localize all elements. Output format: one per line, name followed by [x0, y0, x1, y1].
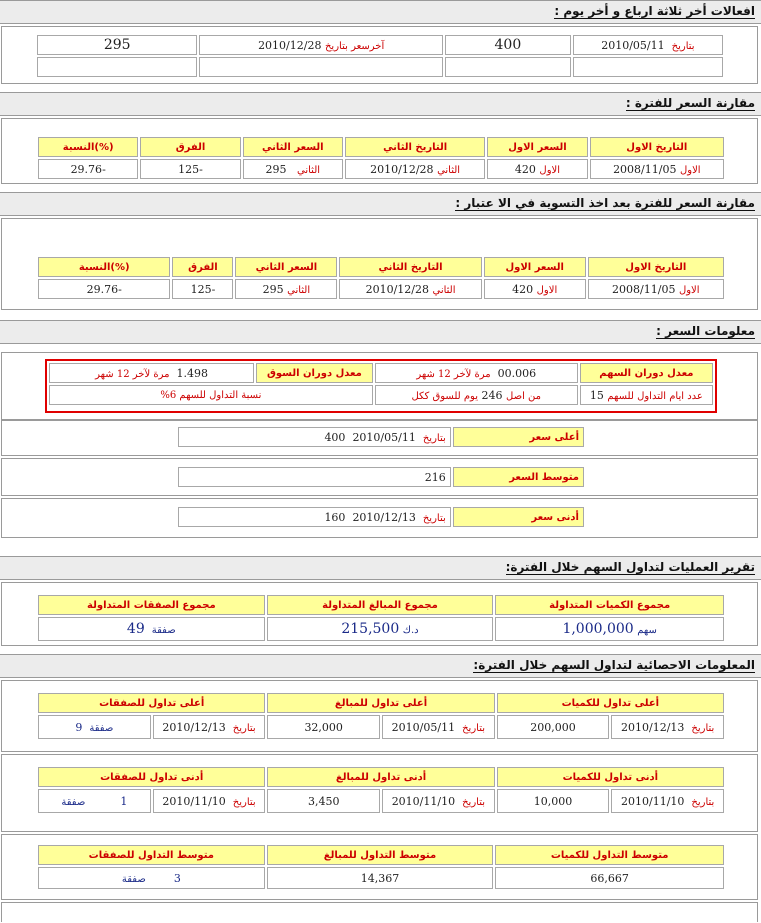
header-total-deals: مجموع الصفقات المتداولة	[38, 595, 265, 615]
high-price-label: أعلى سعر	[453, 427, 584, 447]
avg-deals-value: 3 صفقة	[38, 867, 265, 889]
header-diff: الفرق	[140, 137, 240, 157]
low-amount-value: 3,450	[267, 789, 380, 813]
low-amount-date: بتاريخ 2010/11/10	[382, 789, 495, 813]
date1-cell: بتاريخ 2010/05/11	[573, 35, 723, 55]
low-deals-date: بتاريخ 2010/11/10	[153, 789, 266, 813]
header-date1: التاريخ الاول	[590, 137, 724, 157]
avg-price-value: 216	[178, 467, 451, 487]
trading-days-cell: عدد ايام التداول للسهم 15	[580, 385, 713, 405]
section-title: المعلومات الاحصائية لتداول السهم خلال الفترة:	[473, 658, 755, 672]
last-quarters-table	[35, 33, 725, 79]
high-deals-value: صفقة 9	[38, 715, 151, 739]
operations-box	[1, 582, 758, 646]
header-avg-deals: متوسط التداول للصفقات	[38, 845, 265, 865]
header-high-amount: أعلى تداول للمبالغ	[267, 693, 494, 713]
adjusted-comparison-table	[36, 255, 726, 301]
high-qty-date: بتاريخ 2010/12/13	[611, 715, 724, 739]
date2-cell: آخرسعر بتاريخ 2010/12/28	[199, 35, 443, 55]
high-stats-box	[1, 680, 758, 752]
avg-qty-value: 66,667	[495, 867, 724, 889]
total-qty-cell: سهم 1,000,000	[495, 617, 724, 641]
header-price2: السعر الثاني	[235, 257, 337, 277]
avg-price-box	[1, 458, 758, 496]
avg-price-table	[176, 465, 586, 489]
header-diff: الفرق	[172, 257, 233, 277]
header-low-qty: أدنى تداول للكميات	[497, 767, 724, 787]
high-price-value: بتاريخ 2010/05/11 400	[178, 427, 451, 447]
price2-cell: الثاني 295	[243, 159, 343, 179]
header-total-amount: مجموع المبالغ المتداولة	[267, 595, 494, 615]
section-adjusted-comparison-header	[0, 192, 761, 216]
market-turnover-value: 1.498 مرة لآخر 12 شهر	[49, 363, 254, 383]
header-total-qty: مجموع الكميات المتداولة	[495, 595, 724, 615]
header-low-deals: أدنى تداول للصفقات	[38, 767, 265, 787]
section-price-comparison-header	[0, 92, 761, 116]
section-price-info-header	[0, 320, 761, 344]
low-qty-value: 10,000	[497, 789, 610, 813]
section-title: مقارنة السعر للفترة :	[625, 96, 755, 110]
date1-cell: الاول 2008/11/05	[590, 159, 724, 179]
high-amount-value: 32,000	[267, 715, 380, 739]
adjusted-comparison-box	[1, 218, 758, 310]
header-avg-amount: متوسط التداول للمبالغ	[267, 845, 494, 865]
value1-cell: 400	[445, 35, 571, 55]
section-last-quarters-header	[0, 0, 761, 24]
header-avg-qty: متوسط التداول للكميات	[495, 845, 724, 865]
market-days-cell: من اصل 246 يوم للسوق ككل	[375, 385, 578, 405]
market-turnover-label: معدل دوران السوق	[256, 363, 373, 383]
header-low-amount: أدنى تداول للمبالغ	[267, 767, 494, 787]
date2-cell: الثاني 2010/12/28	[339, 279, 482, 299]
high-amount-date: بتاريخ 2010/05/11	[382, 715, 495, 739]
header-price1: السعر الاول	[487, 137, 587, 157]
diff-cell: -125	[140, 159, 240, 179]
empty-cell	[37, 57, 197, 77]
stock-turnover-value: 00.006 مرة لآخر 12 شهر	[375, 363, 578, 383]
last-quarters-box	[1, 26, 758, 84]
section-statistics-header	[0, 654, 761, 678]
high-price-table	[176, 425, 586, 449]
total-deals-cell: صفقة 49	[38, 617, 265, 641]
pct-cell: -29.76	[38, 279, 170, 299]
high-price-box	[1, 420, 758, 456]
pct-cell: -29.76	[38, 159, 138, 179]
low-qty-date: بتاريخ 2010/11/10	[611, 789, 724, 813]
low-price-value: بتاريخ 2010/12/13 160	[178, 507, 451, 527]
value2-cell: 295	[37, 35, 197, 55]
low-deals-value: 1 صفقة	[38, 789, 151, 813]
low-stats-table	[36, 765, 726, 815]
header-high-deals: أعلى تداول للصفقات	[38, 693, 265, 713]
section-title: معلومات السعر :	[656, 324, 755, 338]
price1-cell: الاول 420	[487, 159, 587, 179]
price1-cell: الاول 420	[484, 279, 586, 299]
turnover-table	[47, 361, 715, 407]
avg-amount-value: 14,367	[267, 867, 494, 889]
date1-cell: الاول 2008/11/05	[588, 279, 724, 299]
operations-table	[36, 593, 726, 643]
date2-cell: الثاني 2010/12/28	[345, 159, 485, 179]
section-operations-header	[0, 556, 761, 580]
low-stats-box	[1, 754, 758, 832]
price-comparison-table	[36, 135, 726, 181]
turnover-box	[1, 352, 758, 420]
high-qty-value: 200,000	[497, 715, 610, 739]
trading-ratio-cell: نسبة التداول للسهم 6%	[49, 385, 373, 405]
low-price-table	[176, 505, 586, 529]
header-date2: التاريخ الثاني	[339, 257, 482, 277]
stock-turnover-label: معدل دوران السهم	[580, 363, 713, 383]
low-price-box	[1, 498, 758, 538]
header-date2: التاريخ الثاني	[345, 137, 485, 157]
total-amount-cell: د.ك 215,500	[267, 617, 494, 641]
section-title: مقارنة السعر للفترة بعد اخذ التسوية في الا عتبار :	[455, 196, 755, 210]
header-price2: السعر الثاني	[243, 137, 343, 157]
section-title: تقرير العمليات لتداول السهم خلال الفترة:	[505, 560, 755, 574]
section-title: افعالات أخر ثلاثة ارباع و أخر يوم :	[554, 4, 755, 18]
avg-stats-table	[36, 843, 726, 891]
header-pct: (%)النسبة	[38, 137, 138, 157]
high-deals-date: بتاريخ 2010/12/13	[153, 715, 266, 739]
price2-cell: الثاني 295	[235, 279, 337, 299]
header-date1: التاريخ الاول	[588, 257, 724, 277]
empty-cell	[573, 57, 723, 77]
header-high-qty: أعلى تداول للكميات	[497, 693, 724, 713]
avg-price-label: متوسط السعر	[453, 467, 584, 487]
header-price1: السعر الاول	[484, 257, 586, 277]
empty-cell	[199, 57, 443, 77]
header-pct: (%)النسبة	[38, 257, 170, 277]
bottom-box	[1, 902, 758, 922]
empty-cell	[445, 57, 571, 77]
avg-stats-box	[1, 834, 758, 900]
price-comparison-box	[1, 118, 758, 184]
high-stats-table	[36, 691, 726, 741]
diff-cell: -125	[172, 279, 233, 299]
low-price-label: أدنى سعر	[453, 507, 584, 527]
